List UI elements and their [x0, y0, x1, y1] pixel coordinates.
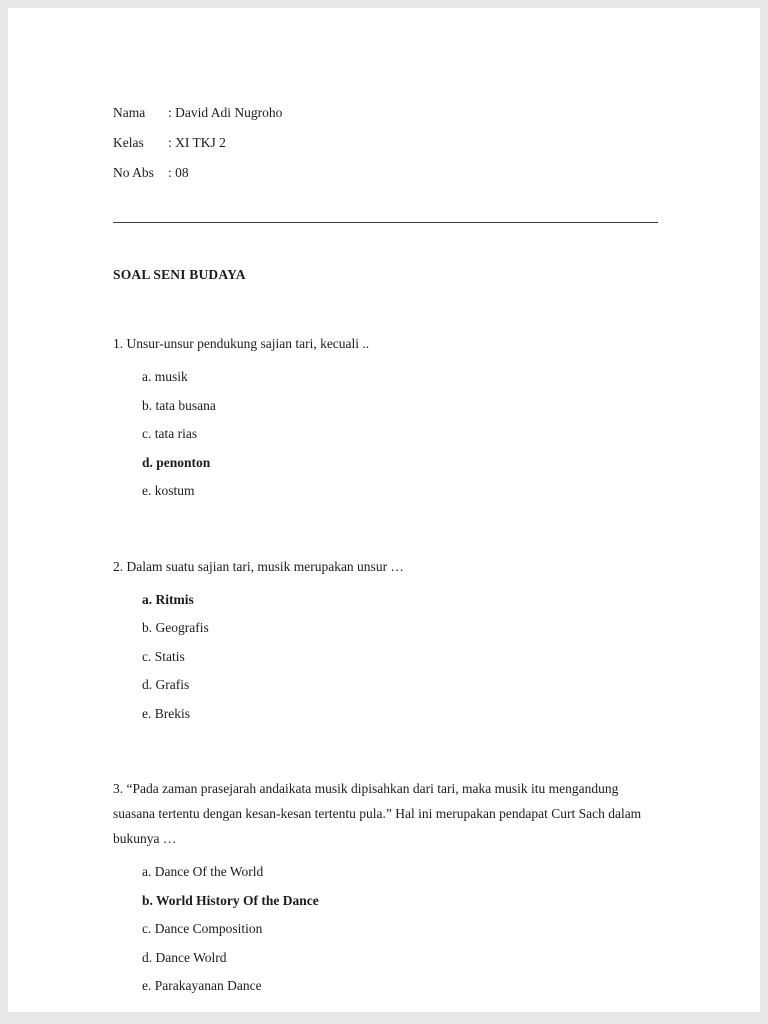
answer-option-bold: b. World History Of the Dance — [142, 892, 319, 908]
question-text: 1. Unsur-unsur pendukung sajian tari, kecuali .. — [113, 336, 370, 351]
class-label: Kelas — [113, 135, 144, 150]
question-2 — [113, 554, 658, 729]
header-divider — [113, 222, 658, 223]
absence-number-field — [113, 158, 658, 188]
name-value: : David Adi Nugroho — [168, 105, 283, 120]
section-title: SOAL SENI BUDAYA — [113, 267, 246, 282]
question-options — [142, 586, 658, 729]
answer-option: d. Grafis — [142, 677, 190, 692]
absence-number-value: : 08 — [168, 165, 189, 180]
answer-option: d. Dance Wolrd — [142, 949, 227, 965]
answer-option: a. Dance Of the World — [142, 864, 264, 879]
student-info — [113, 98, 658, 188]
answer-option: b. tata busana — [142, 397, 216, 413]
answer-option: c. tata rias — [142, 426, 198, 441]
question-text: 2. Dalam suatu sajian tari, musik merupakan unsur … — [113, 558, 404, 574]
question-options — [142, 858, 658, 1001]
answer-option: e. Parakayanan Dance — [142, 978, 262, 993]
name-field — [113, 98, 658, 128]
question-1 — [113, 331, 658, 506]
question-options — [142, 363, 658, 506]
answer-option-bold: d. penonton — [142, 454, 211, 470]
answer-option: c. Dance Composition — [142, 921, 263, 936]
absence-number-label: No Abs — [113, 165, 154, 180]
class-field — [113, 128, 658, 158]
class-value: : XI TKJ 2 — [168, 135, 226, 150]
answer-option: e. Brekis — [142, 705, 190, 721]
document-page — [8, 8, 760, 1012]
answer-option: b. Geografis — [142, 620, 209, 635]
question-text: 3. “Pada zaman prasejarah andaikata musik dipisahkan dari tari, maka musik itu mengandung suasana tertentu dengan kesan-kesan tertentu pula.” Hal ini merupakan pendapat Curt Sach dalam bukunya … — [113, 781, 642, 846]
answer-option: a. musik — [142, 369, 188, 384]
name-label: Nama — [113, 105, 146, 120]
question-3 — [113, 776, 658, 1001]
answer-option-bold: a. Ritmis — [142, 591, 194, 607]
answer-option: e. kostum — [142, 483, 195, 498]
answer-option: c. Statis — [142, 648, 185, 664]
